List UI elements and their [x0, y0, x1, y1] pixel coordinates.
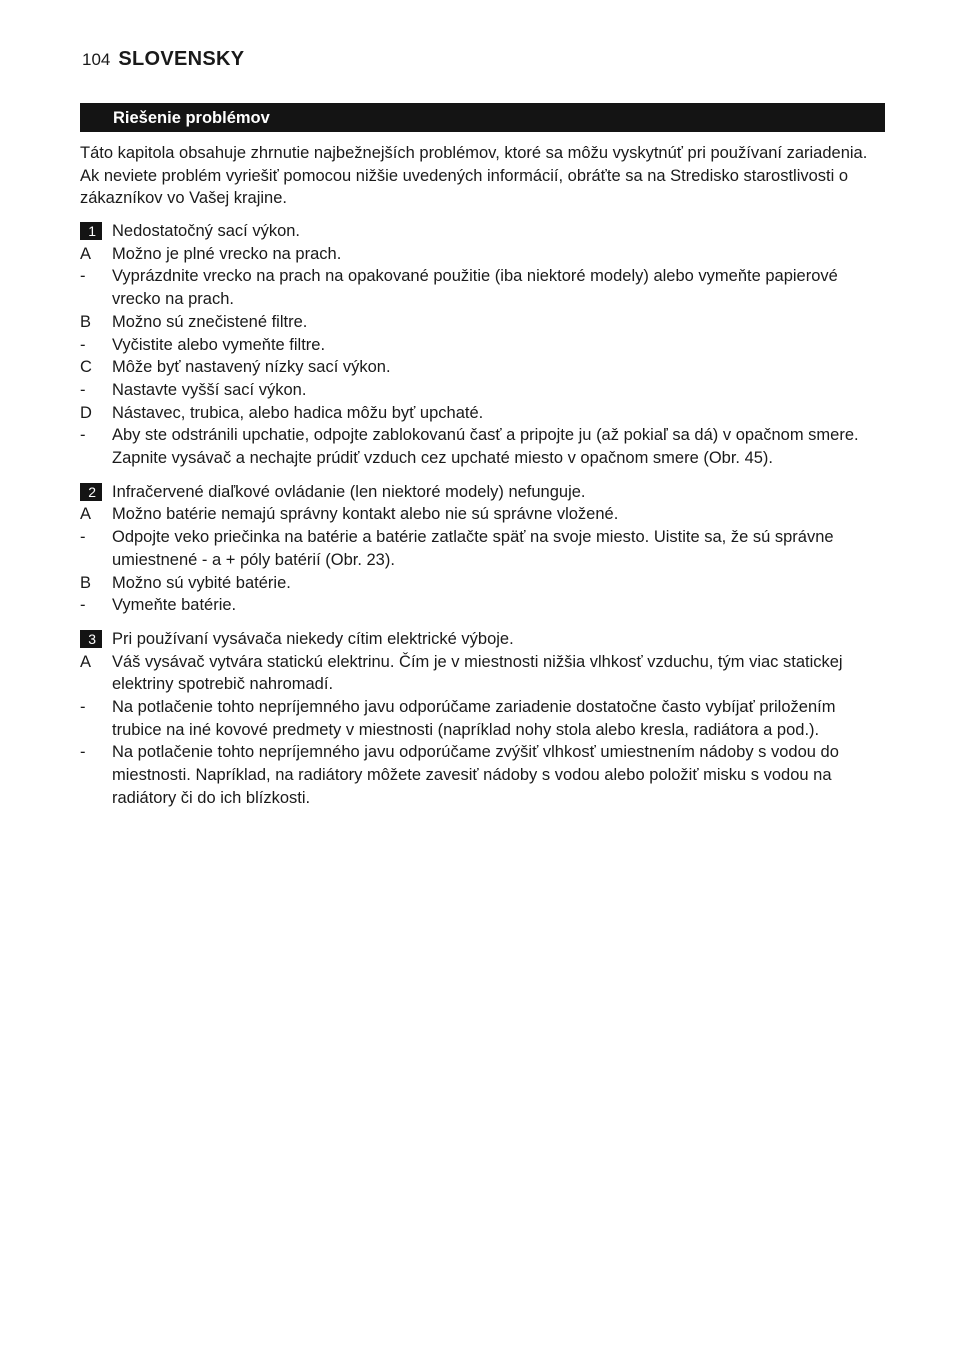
item-text: Vyčistite alebo vymeňte filtre.	[112, 335, 326, 354]
problem-list	[80, 220, 880, 821]
list-item	[80, 402, 880, 425]
item-text: Odpojte veko priečinka na batérie a batérie zatlačte späť na svoje miesto. Uistite sa, že sú správne umiestnené - a + póly batérií (Obr. 23).	[112, 528, 834, 569]
item-marker: -	[80, 426, 86, 445]
item-text: Na potlačenie tohto nepríjemného javu odporúčame zvýšiť vlhkosť umiestnením nádoby s vodou do miestnosti. Napríklad, na radiátory môžete zavesiť nádoby s vodou alebo položiť misku s vodou na radiátory či do ich blízkosti.	[112, 743, 839, 807]
item-text: Môže byť nastavený nízky sací výkon.	[112, 358, 391, 377]
item-text: Možno sú vybité batérie.	[112, 573, 291, 592]
list-item	[80, 311, 880, 334]
problem-title-text: Infračervené diaľkové ovládanie (len niektoré modely) nefunguje.	[112, 482, 586, 501]
item-marker: -	[80, 267, 86, 286]
page-number: 104	[82, 50, 111, 69]
item-marker: D	[80, 403, 92, 422]
problem-title-text: Pri používaní vysávača niekedy cítim elektrické výboje.	[112, 629, 514, 648]
item-marker: A	[80, 244, 92, 263]
list-item	[80, 243, 880, 266]
list-item	[80, 379, 880, 402]
problem-1	[80, 220, 880, 470]
list-item	[80, 594, 880, 617]
list-item	[80, 741, 880, 809]
list-item	[80, 572, 880, 595]
item-marker: -	[80, 698, 86, 717]
item-text: Aby ste odstránili upchatie, odpojte zablokovanú časť a pripojte ju (až pokiaľ sa dá) v opačnom smere. Zapnite vysávač a nechajte prúdiť vzduch cez upchaté miesto v opačnom smere (Obr. 45).	[112, 426, 859, 468]
item-marker: B	[80, 312, 92, 331]
item-text: Vyprázdnite vrecko na prach na opakované použitie (iba niektoré modely) alebo vymeňte papierové vrecko na prach.	[112, 267, 838, 309]
item-marker: A	[80, 505, 92, 524]
item-marker: A	[80, 652, 92, 671]
list-item	[80, 526, 880, 571]
item-text: Nastavte vyšší sací výkon.	[112, 380, 307, 399]
item-marker: B	[80, 573, 92, 592]
problem-title-text: Nedostatočný sací výkon.	[112, 222, 301, 240]
list-item	[80, 265, 880, 310]
section-title-bar: Riešenie problémov	[80, 103, 885, 132]
problem-title	[80, 628, 880, 651]
item-text: Na potlačenie tohto nepríjemného javu odporúčame zariadenie dostatočne často vybíjať priložením trubice na iné kovové predmety v miestnosti (napríklad nohy stola alebo kresla, radiátora a pod.).	[112, 698, 836, 739]
problem-title	[80, 220, 880, 243]
problem-3	[80, 628, 880, 810]
item-marker: -	[80, 335, 86, 354]
list-item	[80, 696, 880, 741]
page-header	[82, 48, 244, 74]
problem-number-badge: 2	[80, 483, 102, 501]
problem-2	[80, 481, 880, 617]
intro-paragraph: Táto kapitola obsahuje zhrnutie najbežnejších problémov, ktoré sa môžu vyskytnúť pri používaní zariadenia. Ak neviete problém vyriešiť pomocou nižšie uvedených informácií, obráťte sa na Stredisko starostlivosti o zákazníkov vo Vašej krajine.	[80, 144, 868, 208]
item-marker: -	[80, 380, 86, 399]
item-text: Nástavec, trubica, alebo hadica môžu byť upchaté.	[112, 403, 484, 422]
list-item	[80, 356, 880, 379]
item-text: Vymeňte batérie.	[112, 596, 237, 615]
list-item	[80, 334, 880, 357]
list-item	[80, 651, 880, 696]
item-marker: -	[80, 528, 86, 547]
problem-number-badge: 1	[80, 222, 102, 240]
item-text: Váš vysávač vytvára statickú elektrinu. Čím je v miestnosti nižšia vlhkosť vzduchu, tým viac statickej elektriny spotrebič nahromadí.	[112, 652, 843, 694]
page-language-title: SLOVENSKY	[118, 48, 245, 70]
problem-title	[80, 481, 880, 504]
problem-number-badge: 3	[80, 630, 102, 648]
item-marker: -	[80, 596, 86, 615]
list-item	[80, 503, 880, 526]
item-text: Možno batérie nemajú správny kontakt alebo nie sú správne vložené.	[112, 505, 619, 524]
item-marker: -	[80, 743, 86, 762]
item-text: Možno sú znečistené filtre.	[112, 312, 308, 331]
item-marker: C	[80, 358, 92, 377]
item-text: Možno je plné vrecko na prach.	[112, 244, 342, 263]
list-item	[80, 424, 880, 469]
